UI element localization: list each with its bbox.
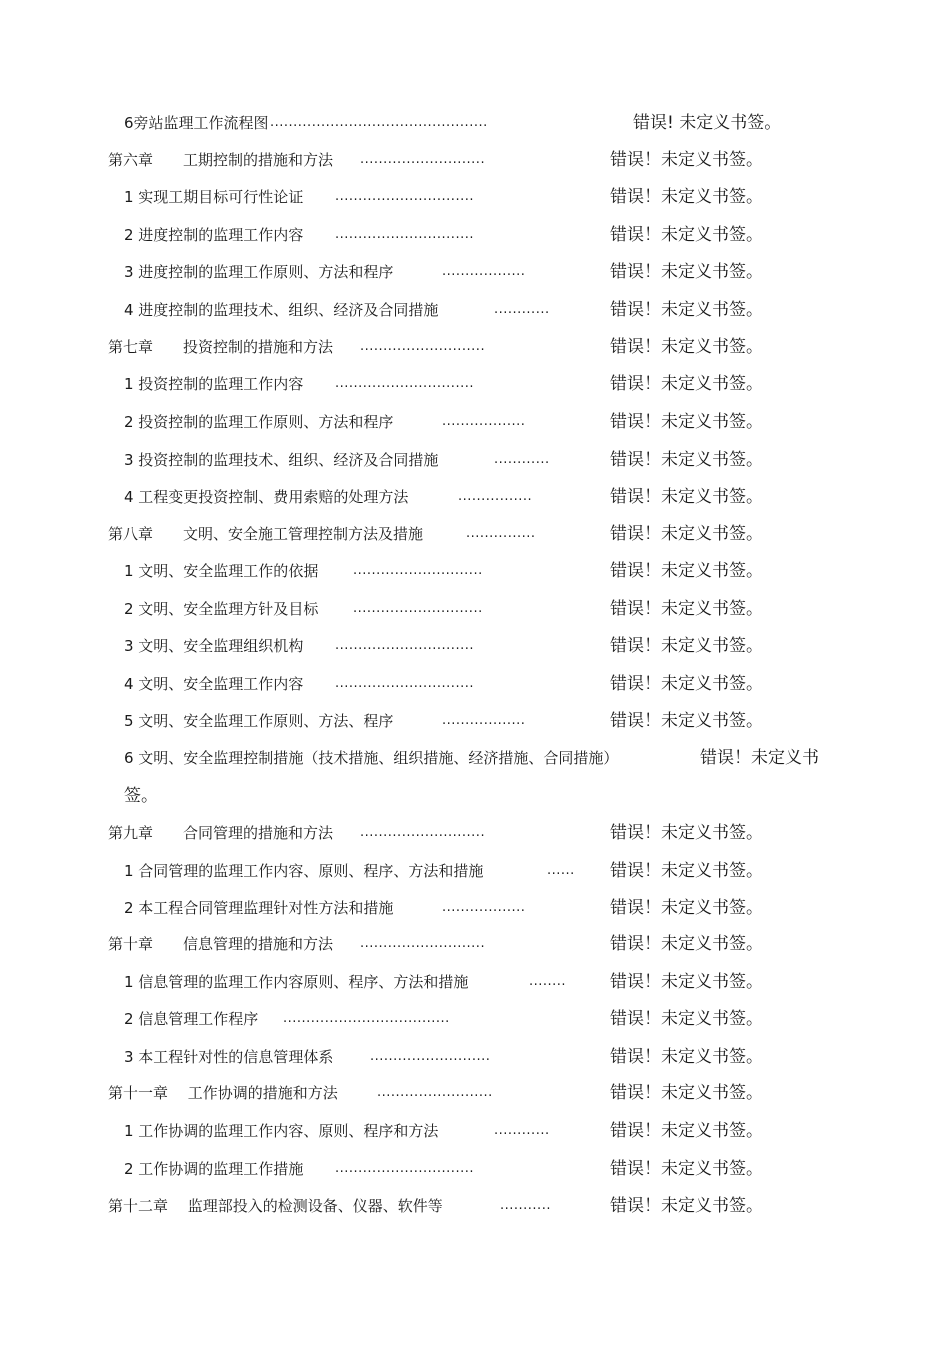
toc-section-title: 1 文明、安全监理工作的依据 <box>124 562 319 580</box>
toc-page-reference: 错误！未定义书签。 <box>610 450 763 470</box>
toc-entry[interactable] <box>0 108 950 138</box>
toc-entry[interactable] <box>0 482 950 512</box>
toc-dot-leader: ............ <box>494 302 550 317</box>
toc-section-title: 2 本工程合同管理监理针对性方法和措施 <box>124 899 394 917</box>
toc-dot-leader: ................ <box>458 489 533 504</box>
toc-page-reference: 错误！未定义书签。 <box>610 1121 763 1141</box>
toc-dot-leader: .................. <box>442 414 526 429</box>
toc-page-reference: 错误！未定义书签。 <box>610 374 763 394</box>
toc-page-reference: 错误！未定义书签。 <box>610 1009 763 1029</box>
toc-page-reference: 错误！未定义书签。 <box>610 150 763 170</box>
toc-section-title: 3 本工程针对性的信息管理体系 <box>124 1048 334 1066</box>
toc-page-reference: 错误! 未定义书签。 <box>633 113 782 133</box>
toc-entry[interactable] <box>0 1154 950 1184</box>
toc-page-reference: 错误！未定义书签。 <box>610 861 763 881</box>
toc-dot-leader: ........................... <box>360 339 486 354</box>
toc-entry[interactable] <box>0 182 950 212</box>
toc-dot-leader: .................. <box>442 264 526 279</box>
toc-section-title: 2 投资控制的监理工作原则、方法和程序 <box>124 413 394 431</box>
toc-entry[interactable] <box>0 295 950 325</box>
toc-section-title: 3 文明、安全监理组织机构 <box>124 637 304 655</box>
toc-entry[interactable] <box>0 967 950 997</box>
toc-dot-leader: ............................................... <box>270 115 488 130</box>
toc-section-title: 5 文明、安全监理工作原则、方法、程序 <box>124 712 394 730</box>
toc-page-reference: 错误！未定义书签。 <box>610 300 763 320</box>
toc-page-reference: 错误！未定义书签。 <box>610 262 763 282</box>
toc-page-reference: 错误！未定义书签。 <box>610 823 763 843</box>
toc-page-reference: 错误！未定义书签。 <box>610 711 763 731</box>
toc-page-reference: 错误！未定义书签。 <box>610 1083 763 1103</box>
toc-entry[interactable] <box>0 1004 950 1034</box>
toc-chapter-title: 第九章 合同管理的措施和方法 <box>108 824 334 842</box>
toc-dot-leader: ............................ <box>353 563 483 578</box>
toc-dot-leader: .......................... <box>370 1049 491 1064</box>
toc-dot-leader: .............................. <box>335 227 474 242</box>
toc-page-reference: 错误！未定义书签。 <box>610 412 763 432</box>
toc-entry[interactable] <box>0 556 950 586</box>
toc-entry[interactable] <box>0 1042 950 1072</box>
toc-page-reference: 错误！未定义书签。 <box>610 187 763 207</box>
toc-entry[interactable] <box>0 407 950 437</box>
toc-entry[interactable] <box>0 445 950 475</box>
toc-dot-leader: .................. <box>442 900 526 915</box>
toc-section-title: 3 投资控制的监理技术、组织、经济及合同措施 <box>124 451 439 469</box>
toc-dot-leader: ......................... <box>377 1085 493 1100</box>
toc-page-reference: 错误！未定义书签。 <box>610 636 763 656</box>
toc-chapter-title: 第十章 信息管理的措施和方法 <box>108 935 334 953</box>
toc-entry[interactable] <box>0 332 950 362</box>
toc-page-reference: 错误！未定义书签。 <box>610 972 763 992</box>
toc-entry[interactable] <box>0 856 950 886</box>
toc-dot-leader: ............ <box>494 452 550 467</box>
toc-page-reference: 错误！未定义书签。 <box>610 674 763 694</box>
toc-dot-leader: ........................... <box>360 152 486 167</box>
toc-section-title: 4 进度控制的监理技术、组织、经济及合同措施 <box>124 301 439 319</box>
toc-dot-leader: ............ <box>494 1123 550 1138</box>
toc-entry[interactable] <box>0 743 950 773</box>
toc-section-title: 1 投资控制的监理工作内容 <box>124 375 304 393</box>
toc-section-title: 1 信息管理的监理工作内容原则、程序、方法和措施 <box>124 973 469 991</box>
toc-dot-leader: ........................... <box>360 936 486 951</box>
toc-section-title: 4 文明、安全监理工作内容 <box>124 675 304 693</box>
toc-entry[interactable] <box>0 145 950 175</box>
toc-page-reference: 错误！未定义书签。 <box>610 561 763 581</box>
toc-dot-leader: ........ <box>529 974 567 989</box>
toc-dot-leader: ............... <box>466 526 536 541</box>
toc-section-title: 3 进度控制的监理工作原则、方法和程序 <box>124 263 394 281</box>
toc-page-reference: 错误！未定义书签。 <box>610 1159 763 1179</box>
toc-page-reference: 错误！未定义书签。 <box>610 225 763 245</box>
toc-chapter-title: 第八章 文明、安全施工管理控制方法及措施 <box>108 525 424 543</box>
toc-entry[interactable] <box>0 706 950 736</box>
toc-page-reference-continuation: 签。 <box>124 786 158 806</box>
toc-entry[interactable] <box>0 818 950 848</box>
toc-entry[interactable] <box>0 1191 950 1221</box>
toc-dot-leader: ............................ <box>353 601 483 616</box>
toc-page-reference: 错误！未定义书签。 <box>610 599 763 619</box>
toc-entry[interactable] <box>0 257 950 287</box>
toc-dot-leader: .............................. <box>335 189 474 204</box>
toc-page-reference: 错误！未定义书签。 <box>610 487 763 507</box>
toc-section-title: 2 进度控制的监理工作内容 <box>124 226 304 244</box>
toc-page-reference: 错误！未定义书签。 <box>610 898 763 918</box>
toc-section-title: 1 合同管理的监理工作内容、原则、程序、方法和措施 <box>124 862 484 880</box>
toc-dot-leader: .............................. <box>335 376 474 391</box>
toc-entry[interactable] <box>0 594 950 624</box>
toc-page-reference: 错误！未定义书签。 <box>610 337 763 357</box>
toc-chapter-title: 第十一章 工作协调的措施和方法 <box>108 1084 338 1102</box>
toc-page-reference: 错误！未定义书签。 <box>610 934 763 954</box>
toc-dot-leader: ........................... <box>360 825 486 840</box>
toc-section-title: 6 文明、安全监理控制措施（技术措施、组织措施、经济措施、合同措施） <box>124 749 619 767</box>
toc-section-title: 2 信息管理工作程序 <box>124 1010 259 1028</box>
toc-entry[interactable] <box>0 220 950 250</box>
toc-chapter-title: 第七章 投资控制的措施和方法 <box>108 338 334 356</box>
toc-dot-leader: .............................. <box>335 638 474 653</box>
toc-entry[interactable] <box>0 669 950 699</box>
toc-section-title: 6旁站监理工作流程图 <box>124 114 269 132</box>
toc-chapter-title: 第六章 工期控制的措施和方法 <box>108 151 334 169</box>
toc-entry-continuation <box>0 781 950 811</box>
toc-entry[interactable] <box>0 369 950 399</box>
toc-page-reference: 错误！未定义书签。 <box>610 1047 763 1067</box>
toc-dot-leader: ........... <box>500 1198 551 1213</box>
toc-entry[interactable] <box>0 929 950 959</box>
toc-dot-leader: ...... <box>547 863 575 878</box>
toc-page-reference: 错误！未定义书签。 <box>610 524 763 544</box>
toc-dot-leader: .................................... <box>283 1011 450 1026</box>
toc-section-title: 1 工作协调的监理工作内容、原则、程序和方法 <box>124 1122 439 1140</box>
toc-section-title: 1 实现工期目标可行性论证 <box>124 188 304 206</box>
toc-entry[interactable] <box>0 893 950 923</box>
toc-dot-leader: .................. <box>442 713 526 728</box>
toc-chapter-title: 第十二章 监理部投入的检测设备、仪器、软件等 <box>108 1197 443 1215</box>
toc-section-title: 2 文明、安全监理方针及目标 <box>124 600 319 618</box>
toc-entry[interactable] <box>0 631 950 661</box>
toc-section-title: 2 工作协调的监理工作措施 <box>124 1160 304 1178</box>
toc-dot-leader: .............................. <box>335 1161 474 1176</box>
toc-dot-leader: .............................. <box>335 676 474 691</box>
toc-page-reference: 错误！未定义书 <box>700 748 819 768</box>
toc-entry[interactable] <box>0 519 950 549</box>
toc-entry[interactable] <box>0 1116 950 1146</box>
toc-section-title: 4 工程变更投资控制、费用索赔的处理方法 <box>124 488 409 506</box>
toc-entry[interactable] <box>0 1078 950 1108</box>
toc-page-reference: 错误！未定义书签。 <box>610 1196 763 1216</box>
